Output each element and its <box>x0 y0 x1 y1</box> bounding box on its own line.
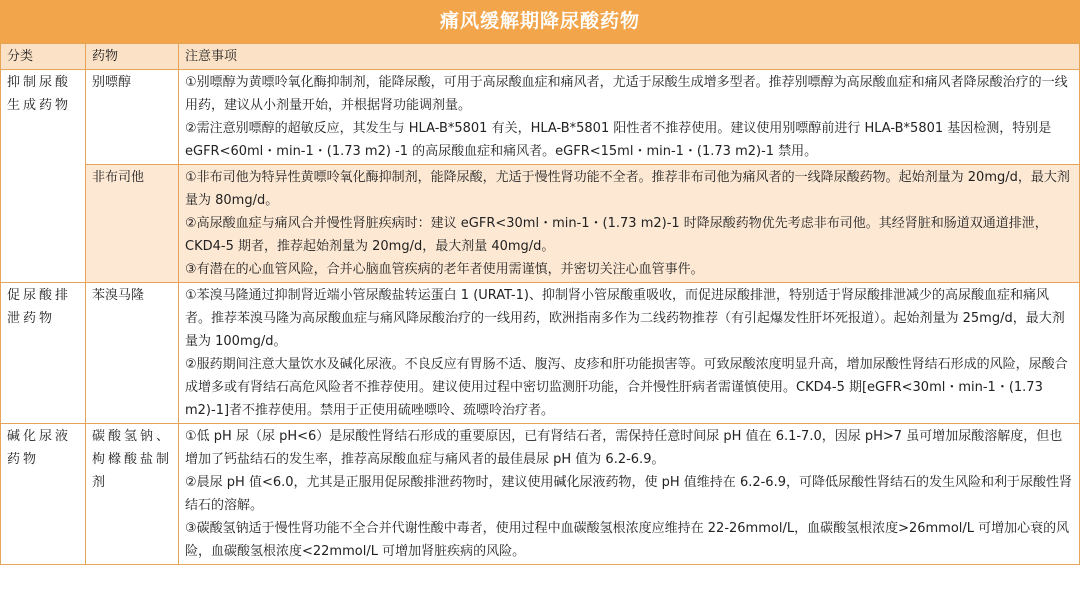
note-text: ①苯溴马隆通过抑制肾近端小管尿酸盐转运蛋白 1 (URAT-1)、抑制肾小管尿酸重吸收，而促进尿酸排泄，特别适于肾尿酸排泄减少的高尿酸血症和痛风者。推荐苯溴马隆为高尿酸血症与痛风降尿酸治疗的一线用药，欧洲指南多作为二线药物推荐（有引起爆发性肝坏死报道）。起始剂量为 25mg/d，最大剂量为 100mg/d。 <box>185 288 1065 349</box>
category-cell: 促尿酸排泄药物 <box>1 283 86 424</box>
note-text: ①非布司他为特异性黄嘌呤氧化酶抑制剂，能降尿酸，尤适于慢性肾功能不全者。推荐非布司他为痛风者的一线降尿酸药物。起始剂量为 20mg/d，最大剂量为 80mg/d。 <box>185 170 1070 208</box>
table-row <box>1 70 1080 165</box>
notes-cell <box>179 165 1080 283</box>
notes-cell <box>179 283 1080 424</box>
note-text: ②需注意别嘌醇的超敏反应，其发生与 HLA-B*5801 有关，HLA-B*5801 阳性者不推荐使用。建议使用别嘌醇前进行 HLA-B*5801 基因检测，特别是 eGFR<60ml・min-1・(1.73 m2) -1 的高尿酸血症和痛风者。eGFR<15ml・min-1・(1.73 m2)-1 禁用。 <box>185 121 1052 159</box>
note-text: ①低 pH 尿（尿 pH<6）是尿酸性肾结石形成的重要原因，已有肾结石者，需保持任意时间尿 pH 值在 6.1-7.0，因尿 pH>7 虽可增加尿酸溶解度，但也增加了钙盐结石的发生率，推荐高尿酸血症与痛风者的最佳晨尿 pH 值为 6.2-6.9。 <box>185 429 1063 467</box>
note-text: ②晨尿 pH 值<6.0，尤其是正服用促尿酸排泄药物时，建议使用碱化尿液药物，使 pH 值维持在 6.2-6.9，可降低尿酸性肾结石的发生风险和利于尿酸性肾结石的溶解。 <box>185 475 1072 513</box>
header-drug: 药物 <box>86 44 179 70</box>
drug-cell: 苯溴马隆 <box>86 283 179 424</box>
drug-cell: 别嘌醇 <box>86 70 179 165</box>
notes-cell <box>179 424 1080 565</box>
note-text: ②服药期间注意大量饮水及碱化尿液。不良反应有胃肠不适、腹泻、皮疹和肝功能损害等。可致尿酸浓度明显升高，增加尿酸性肾结石形成的风险，尿酸合成增多或有肾结石高危风险者不推荐使用。建议使用过程中密切监测肝功能，合并慢性肝病者需谨慎使用。CKD4-5 期[eGFR<30ml・min-1・(1.73 m2)-1]者不推荐使用。禁用于正使用硫唑嘌呤、巯嘌呤治疗者。 <box>185 357 1068 418</box>
category-cell: 抑制尿酸生成药物 <box>1 70 86 283</box>
note-text: ②高尿酸血症与痛风合并慢性肾脏疾病时：建议 eGFR<30ml・min-1・(1.73 m2)-1 时降尿酸药物优先考虑非布司他。其经肾脏和肠道双通道排泄，CKD4-5 期者，推荐起始剂量为 20mg/d，最大剂量 40mg/d。 <box>185 216 1048 254</box>
note-text: ③碳酸氢钠适于慢性肾功能不全合并代谢性酸中毒者，使用过程中血碳酸氢根浓度应维持在 22-26mmol/L，血碳酸氢根浓度>26mmol/L 可增加心衰的风险，血碳酸氢根浓度<22mmol/L 可增加肾脏疾病的风险。 <box>185 521 1070 559</box>
header-category: 分类 <box>1 44 86 70</box>
note-text: ①别嘌醇为黄嘌呤氧化酶抑制剂，能降尿酸，可用于高尿酸血症和痛风者，尤适于尿酸生成增多型者。推荐别嘌醇为高尿酸血症和痛风者降尿酸治疗的一线用药，建议从小剂量开始，并根据肾功能调剂量。 <box>185 75 1068 113</box>
header-row <box>1 44 1080 70</box>
table-title: 痛风缓解期降尿酸药物 <box>0 0 1080 43</box>
table-row <box>1 424 1080 565</box>
category-cell: 碱化尿液药物 <box>1 424 86 565</box>
drug-cell: 碳酸氢钠、枸橼酸盐制剂 <box>86 424 179 565</box>
drug-cell: 非布司他 <box>86 165 179 283</box>
table-row <box>1 165 1080 283</box>
note-text: ③有潜在的心血管风险，合并心脑血管疾病的老年者使用需谨慎，并密切关注心血管事件。 <box>185 262 704 277</box>
notes-cell <box>179 70 1080 165</box>
table-row <box>1 283 1080 424</box>
header-notes: 注意事项 <box>179 44 1080 70</box>
drug-table <box>0 43 1080 565</box>
